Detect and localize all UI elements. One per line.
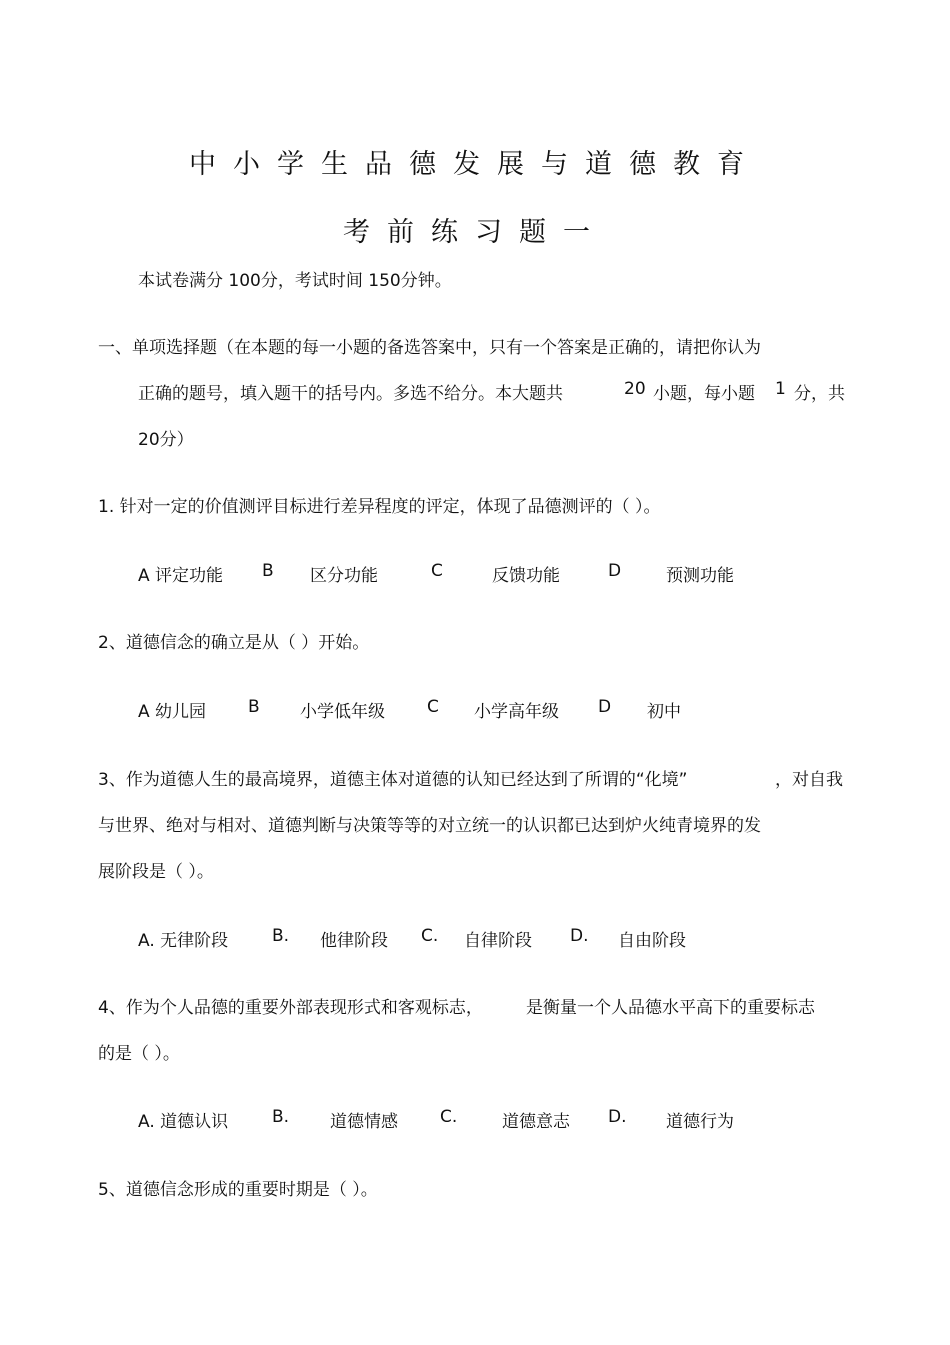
option-d-text: 初中 [647, 702, 681, 722]
exam-info: 本试卷满分 100分，考试时间 150分钟。 [138, 271, 452, 291]
section-question-count: 20 [624, 379, 646, 399]
option-b-text: 小学低年级 [300, 702, 385, 722]
question-3-stem-line-1-end: ，对自我 [775, 770, 843, 790]
option-b-text: 他律阶段 [320, 931, 388, 951]
option-b-letter: B [248, 697, 260, 717]
option-c-text: 道德意志 [502, 1112, 570, 1132]
option-a: A 评定功能 [138, 566, 224, 586]
section-line-2: 正确的题号，填入题干的括号内。多选不给分。本大题共 [138, 384, 563, 404]
option-d-text: 自由阶段 [618, 931, 686, 951]
option-a: A. 无律阶段 [138, 931, 229, 951]
section-line-2-mid: 小题，每小题 [653, 384, 755, 404]
option-b-letter: B. [272, 926, 290, 946]
section-heading: 一、单项选择题（在本题的每一小题的备选答案中，只有一个答案是正确的，请把你认为 [98, 338, 761, 358]
question-2-stem: 2、道德信念的确立是从（ ）开始。 [98, 633, 370, 653]
question-4-stem-line-2: 的是（ ）。 [98, 1044, 180, 1064]
option-a: A 幼儿园 [138, 702, 207, 722]
option-b-text: 道德情感 [330, 1112, 398, 1132]
question-4-stem-line-1-end: 是衡量一个人品德水平高下的重要标志 [526, 998, 815, 1018]
question-3-stem-line-3: 展阶段是（ ）。 [98, 862, 214, 882]
option-b-text: 区分功能 [310, 566, 378, 586]
page-title: 中小学生品德发展与道德教育 [189, 149, 761, 180]
option-d-letter: D. [570, 926, 589, 946]
option-b-letter: B [262, 561, 274, 581]
question-1-stem: 1. 针对一定的价值测评目标进行差异程度的评定，体现了品德测评的（ ）。 [98, 497, 661, 517]
option-d-text: 预测功能 [666, 566, 734, 586]
page-subtitle: 考前练习题一 [343, 217, 607, 248]
question-3-stem-line-2: 与世界、绝对与相对、道德判断与决策等等的对立统一的认识都已达到炉火纯青境界的发 [98, 816, 761, 836]
option-c-letter: C. [440, 1107, 458, 1127]
option-d-letter: D [608, 561, 622, 581]
option-a: A. 道德认识 [138, 1112, 229, 1132]
option-b-letter: B. [272, 1107, 290, 1127]
option-c-text: 小学高年级 [474, 702, 559, 722]
section-question-score: 1 [775, 379, 786, 399]
section-line-2-end: 分，共 [794, 384, 845, 404]
question-3-stem-line-1: 3、作为道德人生的最高境界，道德主体对道德的认知已经达到了所谓的“化境” [98, 770, 688, 790]
option-c-letter: C [427, 697, 439, 717]
question-5-stem: 5、道德信念形成的重要时期是（ ）。 [98, 1180, 378, 1200]
section-line-3: 20分） [138, 430, 194, 450]
option-c-letter: C. [421, 926, 439, 946]
option-c-text: 自律阶段 [464, 931, 532, 951]
option-c-letter: C [431, 561, 443, 581]
option-c-text: 反馈功能 [492, 566, 560, 586]
option-d-letter: D [598, 697, 612, 717]
option-d-letter: D. [608, 1107, 627, 1127]
option-d-text: 道德行为 [666, 1112, 734, 1132]
question-4-stem-line-1: 4、作为个人品德的重要外部表现形式和客观标志， [98, 998, 483, 1018]
